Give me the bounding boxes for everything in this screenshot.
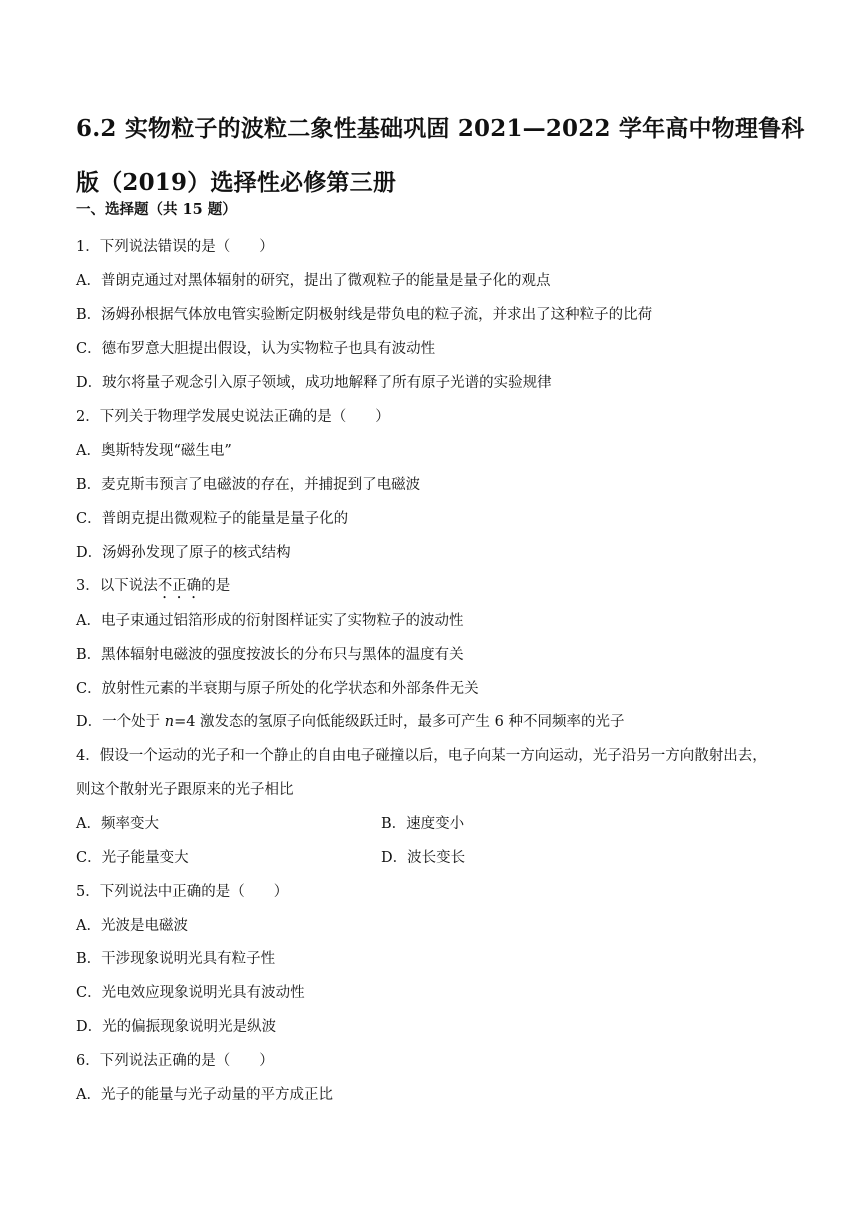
question-4-option-a: A．频率变大 (76, 816, 159, 832)
question-3-option-d-prefix: D．一个处于 (76, 714, 165, 730)
question-2-option-a: A．奥斯特发现“磁生电” (76, 443, 232, 459)
question-2-option-b: B．麦克斯韦预言了电磁波的存在，并捕捉到了电磁波 (76, 477, 421, 493)
question-2-option-d: D．汤姆孙发现了原子的核式结构 (76, 545, 291, 561)
question-5-option-c: C．光电效应现象说明光具有波动性 (76, 985, 305, 1001)
question-2-stem: 2．下列关于物理学发展史说法正确的是（ ） (76, 409, 390, 425)
question-6-stem: 6．下列说法正确的是（ ） (76, 1053, 274, 1069)
question-1-option-d: D．玻尔将量子观念引入原子领域，成功地解释了所有原子光谱的实验规律 (76, 375, 552, 391)
question-2-option-c: C．普朗克提出微观粒子的能量是量子化的 (76, 511, 349, 527)
question-4-option-d: D．波长变长 (381, 850, 466, 866)
question-3-stem-prefix: 3．以下说法 (76, 578, 158, 594)
question-5-option-d: D．光的偏振现象说明光是纵波 (76, 1019, 277, 1035)
question-6-option-a: A．光子的能量与光子动量的平方成正比 (76, 1087, 333, 1103)
quantum-number-variable: n (164, 714, 175, 730)
question-1-stem: 1．下列说法错误的是（ ） (76, 239, 274, 255)
question-3-option-d-suffix: =4 激发态的氢原子向低能级跃迁时，最多可产生 6 种不同频率的光子 (174, 714, 625, 730)
question-3-option-b: B．黑体辐射电磁波的强度按波长的分布只与黑体的温度有关 (76, 647, 464, 663)
emphasized-negation: 不正确 (157, 578, 202, 594)
question-5-option-a: A．光波是电磁波 (76, 918, 188, 934)
question-4-stem-line-2: 则这个散射光子跟原来的光子相比 (76, 782, 294, 798)
question-1-option-b: B．汤姆孙根据气体放电管实验断定阴极射线是带负电的粒子流，并求出了这种粒子的比荷 (76, 307, 653, 323)
question-3-option-a: A．电子束通过铝箔形成的衍射图样证实了实物粒子的波动性 (76, 613, 464, 629)
document-title: 6.2 实物粒子的波粒二象性基础巩固 2021—2022 学年高中物理鲁科版（2019）选择性必修第三册 (76, 115, 805, 196)
section-heading: 一、选择题（共 15 题） (76, 201, 237, 218)
question-1-option-c: C．德布罗意大胆提出假设，认为实物粒子也具有波动性 (76, 341, 436, 357)
question-5-option-b: B．干涉现象说明光具有粒子性 (76, 951, 276, 967)
question-5-stem: 5．下列说法中正确的是（ ） (76, 884, 289, 900)
question-3-stem-suffix: 的是 (201, 578, 231, 594)
question-3-stem (76, 574, 230, 602)
question-1-option-a: A．普朗克通过对黑体辐射的研究，提出了微观粒子的能量是量子化的观点 (76, 273, 551, 289)
question-3-option-d (76, 710, 625, 731)
question-4-stem-line-1: 4．假设一个运动的光子和一个静止的自由电子碰撞以后，电子向某一方向运动，光子沿另一方向散射出去， (76, 748, 767, 764)
question-4-option-b: B．速度变小 (381, 816, 465, 832)
question-4-option-c: C．光子能量变大 (76, 850, 189, 866)
question-3-option-c: C．放射性元素的半衰期与原子所处的化学状态和外部条件无关 (76, 681, 479, 697)
